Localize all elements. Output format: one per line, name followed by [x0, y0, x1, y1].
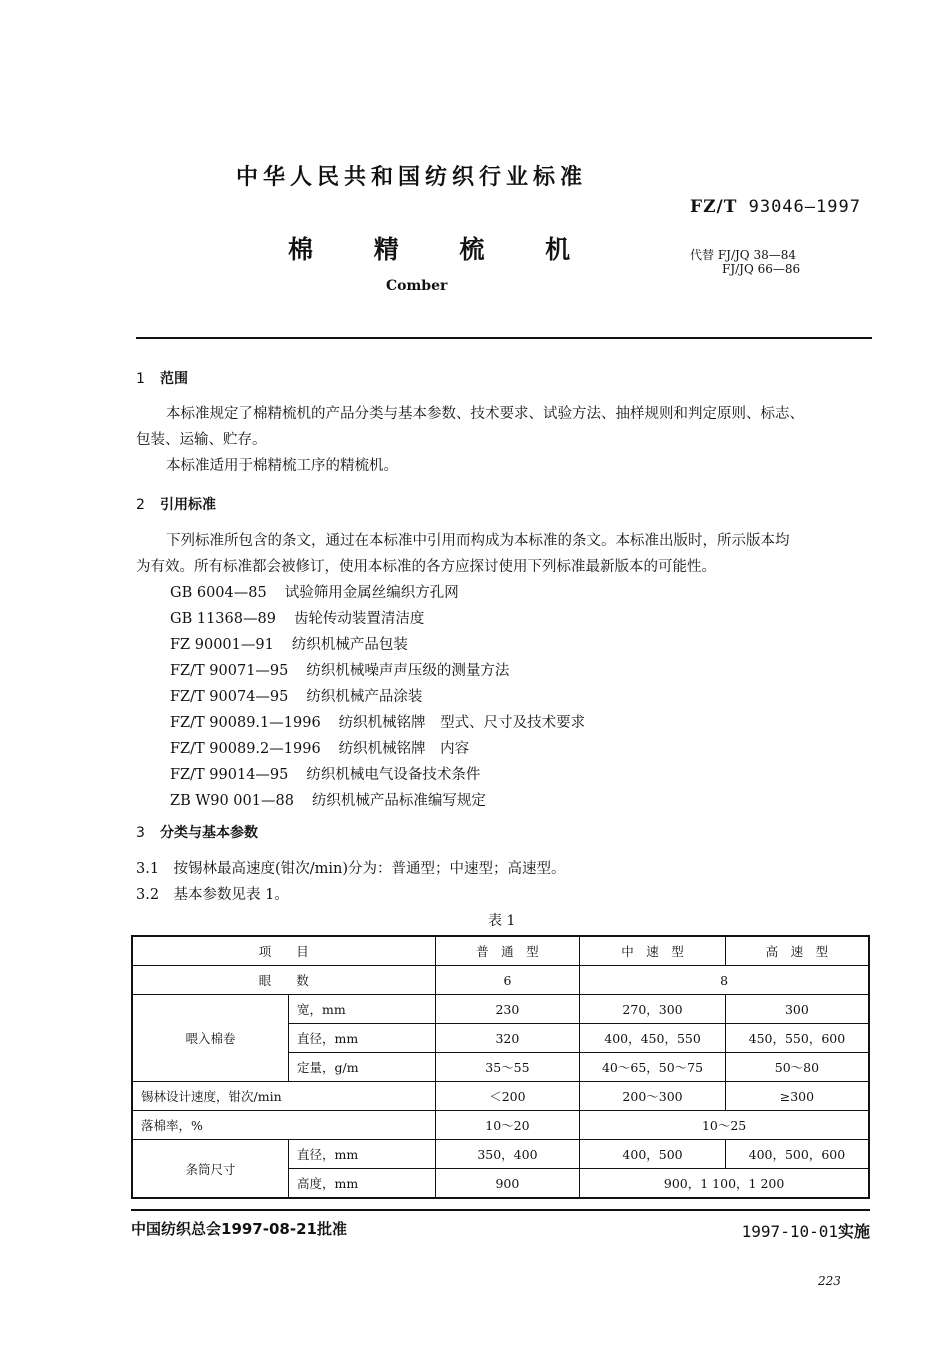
row-speed-label: 锡林设计速度，钳次/min: [132, 1082, 435, 1111]
row-noil-label: 落棉率，%: [132, 1111, 435, 1140]
table-row: [132, 966, 869, 995]
reference-code: ZB W90 001—88: [170, 793, 294, 809]
row-diameter-label: 直径，mm: [289, 1024, 436, 1053]
reference-code: FZ/T 90089.2—1996: [170, 741, 321, 757]
section-1-body: [136, 401, 876, 479]
row-noil-normal: 10～20: [435, 1111, 580, 1140]
header-item: 项 目: [132, 936, 435, 966]
standard-prefix: FZ/T: [690, 197, 738, 217]
table-row: [132, 1082, 869, 1111]
reference-item: [170, 580, 585, 606]
reference-name: 试验筛用金属丝编织方孔网: [284, 585, 459, 601]
section-1-title: 范围: [160, 371, 188, 387]
replaces-block: [690, 248, 800, 276]
reference-list: [170, 580, 585, 814]
table-row: [132, 1111, 869, 1140]
effective-line: [742, 1219, 870, 1242]
row-width-label: 宽，mm: [289, 995, 436, 1024]
section-2-heading: [136, 494, 216, 514]
section-1-heading: [136, 368, 188, 388]
section-3-number: 3: [136, 825, 145, 841]
reference-code: FZ 90001—91: [170, 637, 274, 653]
section-1-number: 1: [136, 371, 145, 387]
row-can-height-medium-high: 900，1 100，1 200: [580, 1169, 869, 1199]
section-2-para-1a: 下列标准所包含的条文，通过在本标准中引用而构成为本标准的条文。本标准出版时，所示版本均: [166, 533, 790, 549]
reference-item: [170, 788, 585, 814]
row-width-normal: 230: [435, 995, 580, 1024]
row-eyes-medium-high: 8: [580, 966, 869, 995]
row-noil-medium-high: 10～25: [580, 1111, 869, 1140]
reference-name: 纺织机械产品包装: [291, 637, 408, 653]
section-2-number: 2: [136, 497, 145, 513]
reference-code: FZ/T 90089.1—1996: [170, 715, 321, 731]
replaces-line-2: FJ/JQ 66—86: [722, 262, 801, 276]
approval-line: 中国纺织总会1997-08-21批准: [131, 1220, 347, 1238]
reference-item: [170, 606, 585, 632]
clause-3-2: 3.2 基本参数见表 1。: [136, 887, 289, 903]
reference-code: GB 11368—89: [170, 611, 276, 627]
table-row: [132, 995, 869, 1024]
document-title: 棉 精 梳 机: [288, 235, 573, 264]
reference-code: FZ/T 90071—95: [170, 663, 289, 679]
row-weight-high: 50～80: [725, 1053, 869, 1082]
section-1-para-2: 本标准适用于棉精梳工序的精梳机。: [166, 458, 398, 474]
header-normal: 普 通 型: [435, 936, 580, 966]
row-diameter-medium: 400，450，550: [580, 1024, 726, 1053]
reference-code: FZ/T 99014—95: [170, 767, 289, 783]
row-can-diameter-label: 直径，mm: [289, 1140, 436, 1169]
row-can-label: 条筒尺寸: [132, 1140, 289, 1199]
row-width-high: 300: [725, 995, 869, 1024]
row-speed-normal: ＜200: [435, 1082, 580, 1111]
section-1-para-1b: 包装、运输、贮存。: [136, 432, 267, 448]
reference-name: 纺织机械铭牌 型式、尺寸及技术要求: [338, 715, 586, 731]
reference-item: [170, 710, 585, 736]
row-diameter-normal: 320: [435, 1024, 580, 1053]
section-2-body: [136, 528, 876, 580]
row-eyes-label: 眼 数: [132, 966, 435, 995]
row-can-diameter-high: 400，500，600: [725, 1140, 869, 1169]
parameter-table: [131, 935, 870, 1199]
header-high: 高 速 型: [725, 936, 869, 966]
reference-name: 纺织机械电气设备技术条件: [306, 767, 481, 783]
header-medium: 中 速 型: [580, 936, 726, 966]
effective-label: 实施: [837, 1222, 870, 1241]
reference-name: 纺织机械噪声声压级的测量方法: [306, 663, 510, 679]
row-diameter-high: 450，550，600: [725, 1024, 869, 1053]
clause-3-1: 3.1 按锡林最高速度(钳次/min)分为：普通型；中速型；高速型。: [136, 861, 566, 877]
header-divider: [136, 337, 872, 339]
row-can-height-normal: 900: [435, 1169, 580, 1199]
row-can-height-label: 高度，mm: [289, 1169, 436, 1199]
row-speed-medium: 200～300: [580, 1082, 726, 1111]
standard-number: [690, 197, 861, 217]
reference-name: 纺织机械产品涂装: [306, 689, 423, 705]
row-feed-label: 喂入棉卷: [132, 995, 289, 1082]
reference-name: 纺织机械产品标准编写规定: [311, 793, 486, 809]
row-eyes-normal: 6: [435, 966, 580, 995]
row-speed-high: ≥300: [725, 1082, 869, 1111]
reference-item: [170, 658, 585, 684]
section-3-title: 分类与基本参数: [160, 825, 258, 841]
reference-item: [170, 762, 585, 788]
row-weight-medium: 40～65，50～75: [580, 1053, 726, 1082]
table-row: [132, 1140, 869, 1169]
page-number: 223: [818, 1274, 841, 1288]
reference-name: 齿轮传动装置清洁度: [293, 611, 425, 627]
section-1-para-1a: 本标准规定了棉精梳机的产品分类与基本参数、技术要求、试验方法、抽样规则和判定原则、标志、: [166, 406, 804, 422]
section-3-heading: [136, 822, 258, 842]
effective-date: 1997-10-01: [741, 1222, 838, 1241]
reference-item: [170, 736, 585, 762]
reference-code: GB 6004—85: [170, 585, 267, 601]
reference-code: FZ/T 90074—95: [170, 689, 289, 705]
row-can-diameter-normal: 350，400: [435, 1140, 580, 1169]
section-2-para-1b: 为有效。所有标准都会被修订，使用本标准的各方应探讨使用下列标准最新版本的可能性。: [136, 559, 716, 575]
org-standard-title: 中华人民共和国纺织行业标准: [236, 165, 588, 190]
reference-item: [170, 684, 585, 710]
row-weight-label: 定量，g/m: [289, 1053, 436, 1082]
replaces-line-1: 代替 FJ/JQ 38—84: [690, 248, 796, 262]
row-weight-normal: 35～55: [435, 1053, 580, 1082]
reference-item: [170, 632, 585, 658]
document-title-english: Comber: [386, 278, 448, 294]
footer-divider: [131, 1209, 870, 1211]
reference-name: 纺织机械铭牌 内容: [338, 741, 470, 757]
row-width-medium: 270，300: [580, 995, 726, 1024]
standard-code: 93046—1997: [748, 197, 861, 217]
section-2-title: 引用标准: [160, 497, 216, 513]
table-header-row: [132, 936, 869, 966]
row-can-diameter-medium: 400，500: [580, 1140, 726, 1169]
table-caption: 表 1: [488, 913, 516, 929]
